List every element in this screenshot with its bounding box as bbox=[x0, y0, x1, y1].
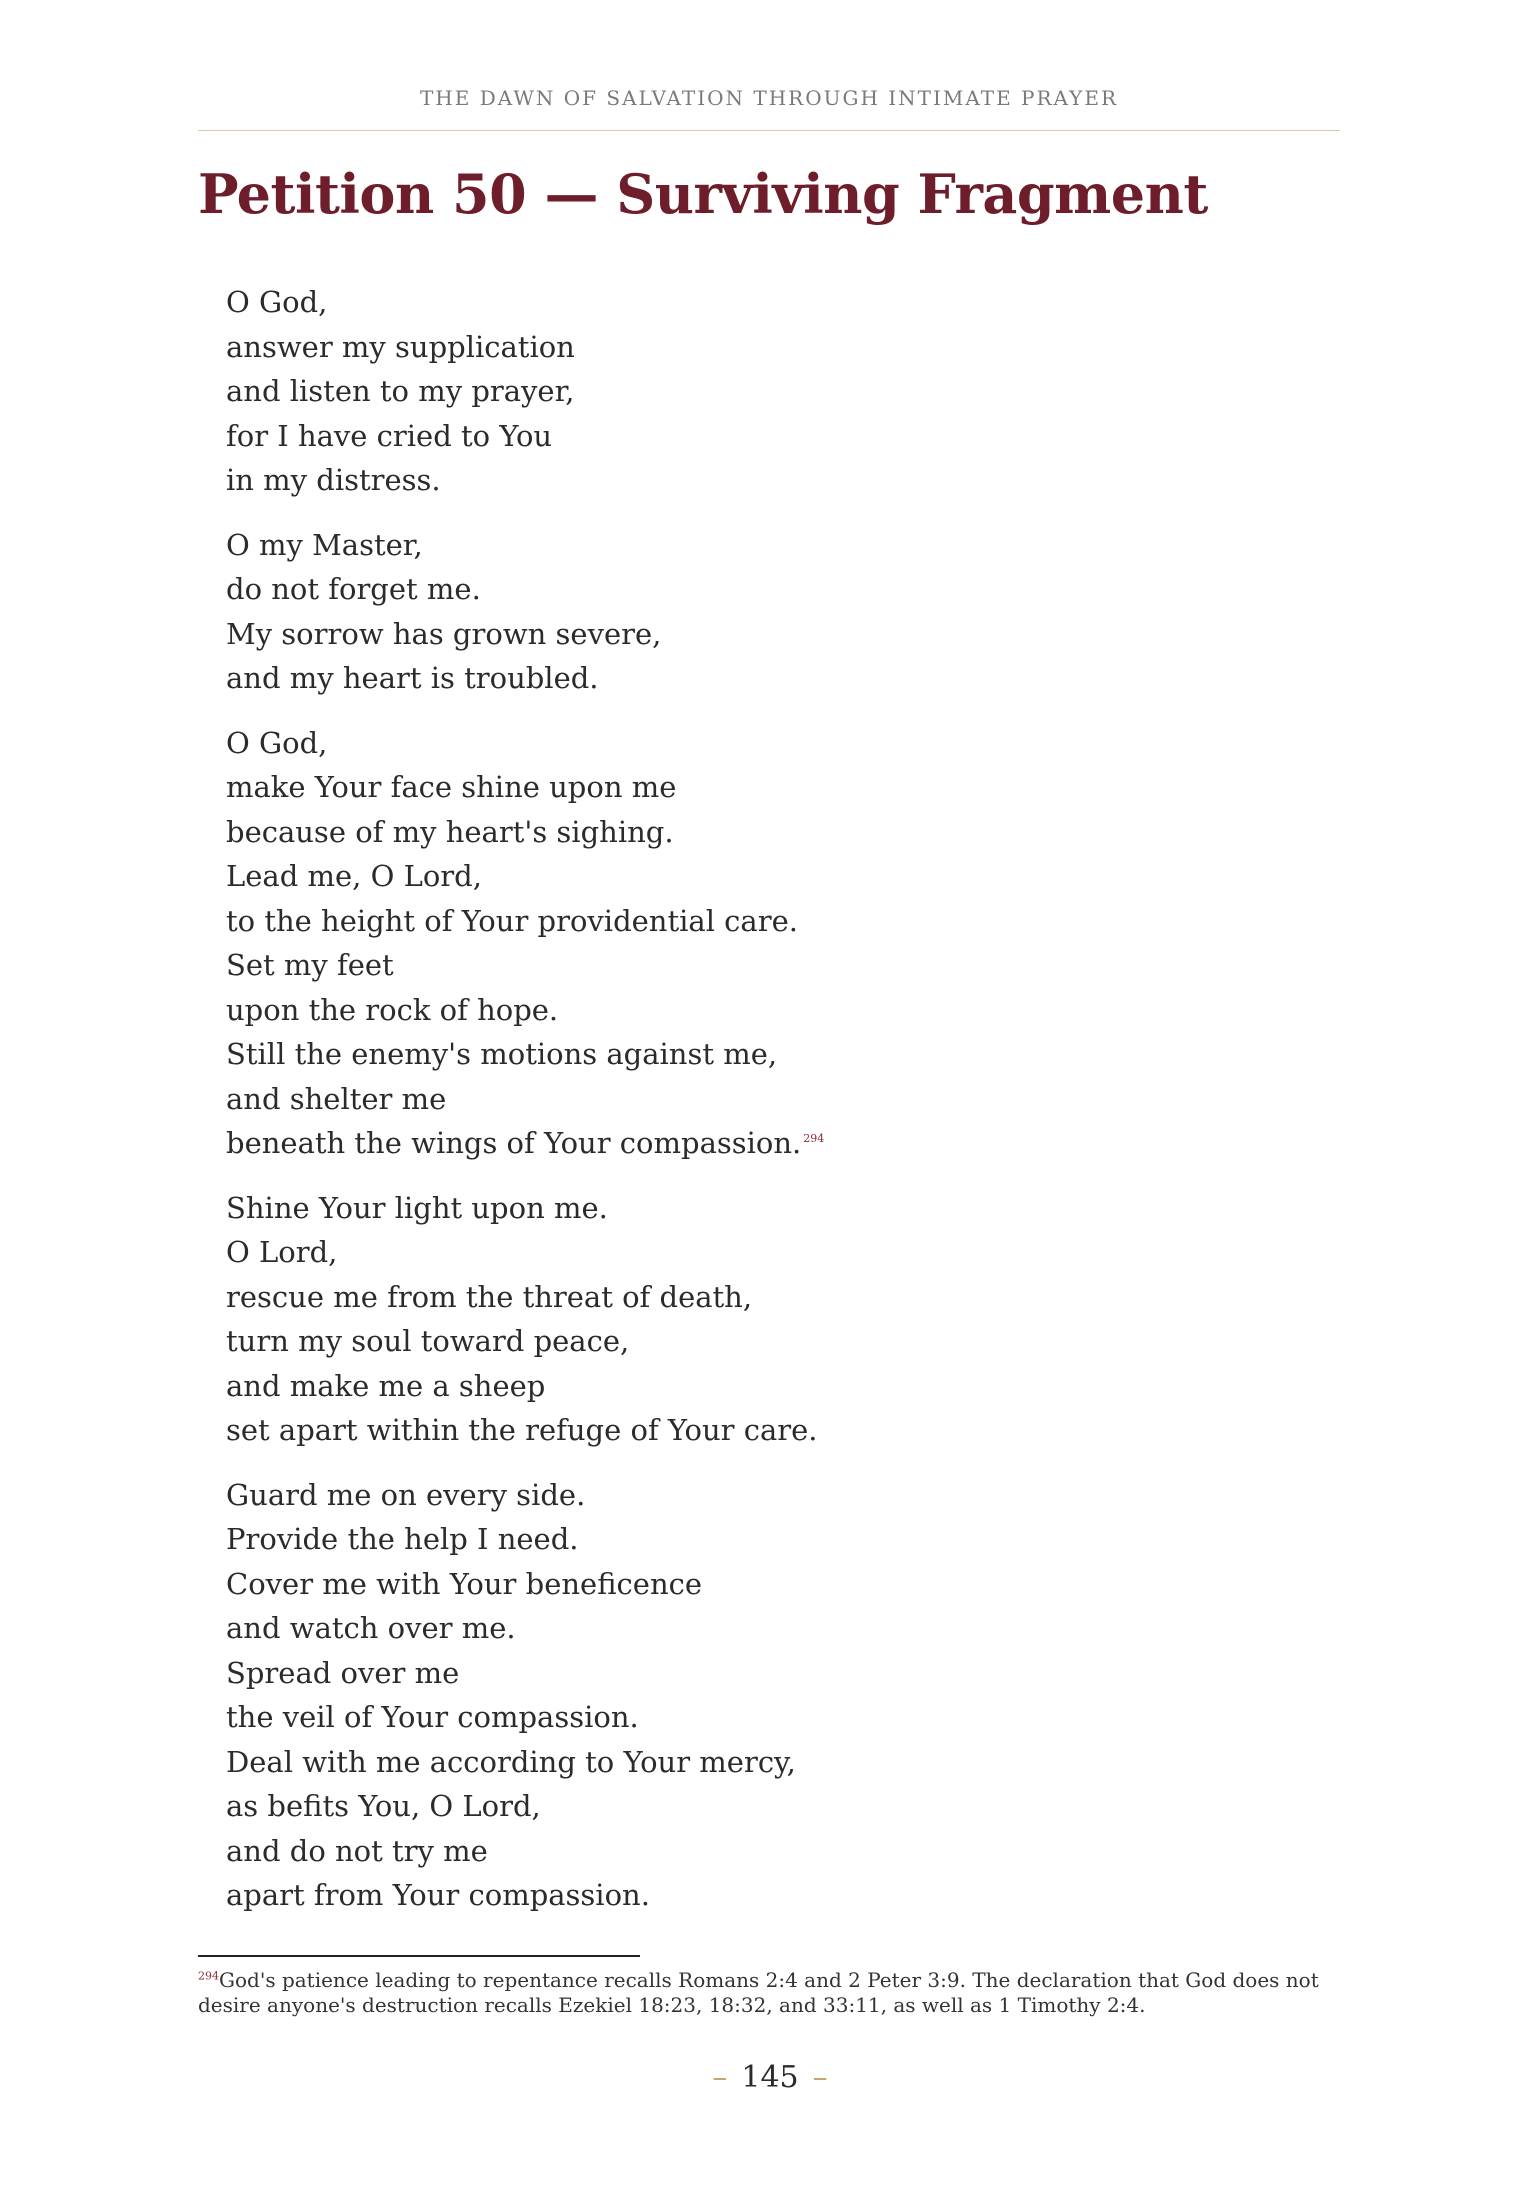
poem-line: and watch over me. bbox=[226, 1611, 516, 1645]
poem-line: rescue me from the threat of death, bbox=[226, 1279, 753, 1314]
poem-line: and make me a sheep bbox=[226, 1368, 546, 1403]
poem-line: for I have cried to You bbox=[226, 418, 553, 453]
poem-line: apart from Your compassion. bbox=[226, 1878, 650, 1912]
poem-line: upon the rock of hope. bbox=[226, 992, 559, 1027]
poem-line: and do not try me bbox=[226, 1833, 488, 1868]
poem-line: Provide the help I need. bbox=[226, 1522, 579, 1556]
header-divider bbox=[198, 130, 1340, 131]
poem-line: My sorrow has grown severe, bbox=[226, 616, 662, 651]
poem-line: because of my heart's sighing. bbox=[226, 814, 674, 849]
footnote bbox=[198, 1968, 1340, 2018]
footnote-text: God's patience leading to repentance recalls Romans 2:4 and 2 Peter 3:9. The declaration that God does not desire anyone's destruction recalls Ezekiel 18:23, 18:32, and 33:11, as well as 1 Timothy 2:4. bbox=[198, 1968, 1319, 2017]
poem-line: and my heart is troubled. bbox=[226, 661, 599, 695]
poem-line: Cover me with Your beneficence bbox=[226, 1566, 703, 1601]
poem-line: Set my feet bbox=[226, 948, 394, 982]
page-title: Petition 50 — Surviving Fragment bbox=[198, 162, 1208, 226]
poem-line: turn my soul toward peace, bbox=[226, 1324, 630, 1358]
poem-line: as befits You, O Lord, bbox=[226, 1789, 541, 1823]
poem-line: to the height of Your providential care. bbox=[226, 903, 798, 938]
poem-line: do not forget me. bbox=[226, 572, 481, 606]
poem-line: in my distress. bbox=[226, 463, 441, 497]
poem-line: Lead me, O Lord, bbox=[226, 859, 482, 893]
stanza bbox=[226, 280, 1126, 503]
stanza bbox=[226, 721, 1126, 1166]
poem-line: O God, bbox=[226, 725, 328, 760]
page-number-dash-right: – bbox=[812, 2060, 828, 2095]
poem-line: set apart within the refuge of Your care. bbox=[226, 1413, 818, 1447]
footnote-reference[interactable]: 294 bbox=[803, 1132, 825, 1146]
poem-line-text: beneath the wings of Your compassion. bbox=[226, 1126, 802, 1160]
poem-line: Still the enemy's motions against me, bbox=[226, 1037, 778, 1071]
poem-body bbox=[226, 280, 1126, 1938]
poem-line: and listen to my prayer, bbox=[226, 374, 575, 408]
poem-line: Spread over me bbox=[226, 1655, 460, 1690]
stanza bbox=[226, 523, 1126, 701]
poem-line: Deal with me according to Your mercy, bbox=[226, 1744, 796, 1779]
poem-line-with-footnote bbox=[226, 1121, 1126, 1166]
poem-line: and shelter me bbox=[226, 1081, 447, 1116]
poem-line: the veil of Your compassion. bbox=[226, 1700, 639, 1734]
poem-line: make Your face shine upon me bbox=[226, 770, 677, 804]
footnote-divider bbox=[198, 1955, 640, 1957]
page-number-dash-left: – bbox=[712, 2060, 728, 2095]
poem-line: Shine Your light upon me. bbox=[226, 1190, 608, 1225]
poem-line: O God, bbox=[226, 285, 328, 319]
footnote-number: 294 bbox=[198, 1969, 219, 1983]
stanza bbox=[226, 1186, 1126, 1453]
running-head: THE DAWN OF SALVATION THROUGH INTIMATE PRAYER bbox=[419, 86, 1119, 110]
poem-line: O Lord, bbox=[226, 1235, 338, 1269]
page-number: 145 bbox=[741, 2060, 799, 2095]
poem-line: Guard me on every side. bbox=[226, 1477, 586, 1512]
poem-line: answer my supplication bbox=[226, 329, 575, 364]
poem-line: O my Master, bbox=[226, 527, 423, 562]
page-number-footer bbox=[0, 2060, 1540, 2095]
stanza bbox=[226, 1473, 1126, 1918]
